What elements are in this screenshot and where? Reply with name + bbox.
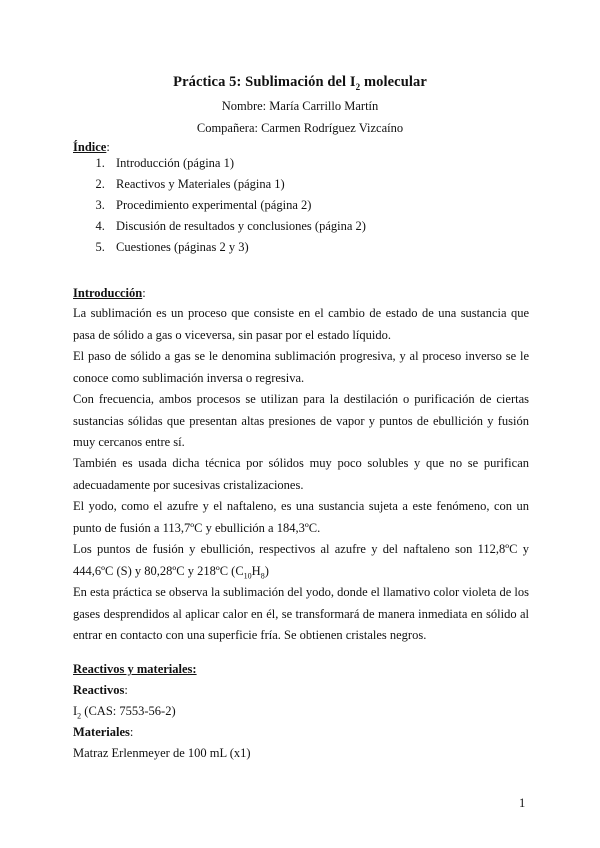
- index-item: 3. Procedimiento experimental (página 2): [108, 195, 366, 216]
- index-item: 1. Introducción (página 1): [108, 153, 366, 174]
- index-item: 5. Cuestiones (páginas 2 y 3): [108, 237, 366, 258]
- intro-heading: Introducción:: [73, 286, 146, 300]
- page-number: 1: [519, 796, 526, 810]
- material-item: Matraz Erlenmeyer de 100 mL (x1): [73, 746, 251, 760]
- reagent-line: $I_2$ (CAS: 7553-56-2): [73, 704, 176, 721]
- materiales-label: Materiales:: [73, 725, 134, 739]
- page-title: Práctica 5: Sublimación del $I_2$ molecular: [173, 74, 427, 92]
- partner-line: Compañera: Carmen Rodríguez Vizcaíno: [196, 121, 404, 135]
- reactivos-label: Reactivos:: [73, 683, 128, 697]
- index-list: [73, 153, 366, 258]
- intro-paragraph-1: La sublimación es un proceso que consiste en el cambio de estado de una sustancia que pasa de sólido a gas o viceversa, sin pasar por el estado líquido.: [73, 306, 529, 342]
- intro-paragraph-2: El paso de sólido a gas se le denomina sublimación progresiva, y al proceso inverso se le conoce como sublimación inversa o regresiva.: [73, 349, 529, 385]
- index-item: 2. Reactivos y Materiales (página 1): [108, 174, 366, 195]
- intro-paragraph-5: El yodo, como el azufre y el naftaleno, es una sustancia sujeta a este fenómeno, con un punto de fusión a 113,7ºC y ebullición a 184,3ºC.: [73, 499, 529, 535]
- author-line: Nombre: María Carrillo Martín: [221, 99, 379, 113]
- intro-paragraph-6: Los puntos de fusión y ebullición, respectivos al azufre y del naftaleno son 112,8ºC y 444,6ºC (S) y 80,28ºC y 218ºC $(C_{10}H_8)$: [73, 542, 529, 580]
- intro-paragraph-3: Con frecuencia, ambos procesos se utilizan para la destilación o purificación de ciertas sustancias sólidas que presentan altas presiones de vapor y puntos de ebullición y fusión muy cercanos entre sí.: [73, 392, 529, 449]
- index-heading: Índice:: [73, 140, 110, 154]
- reactivos-heading: Reactivos y materiales:: [73, 662, 197, 676]
- intro-paragraph-7: En esta práctica se observa la sublimación del yodo, donde el llamativo color violeta de los gases desprendidos al aplicar calor en él, se transformará de manera inmediata en sólido al entrar en contacto con una superficie fría. Se obtienen cristales negros.: [73, 585, 529, 642]
- intro-paragraph-4: También es usada dicha técnica por sólidos muy poco solubles y que no se purifican adecuadamente por sucesivas cristalizaciones.: [73, 456, 529, 492]
- index-item: 4. Discusión de resultados y conclusiones (página 2): [108, 216, 366, 237]
